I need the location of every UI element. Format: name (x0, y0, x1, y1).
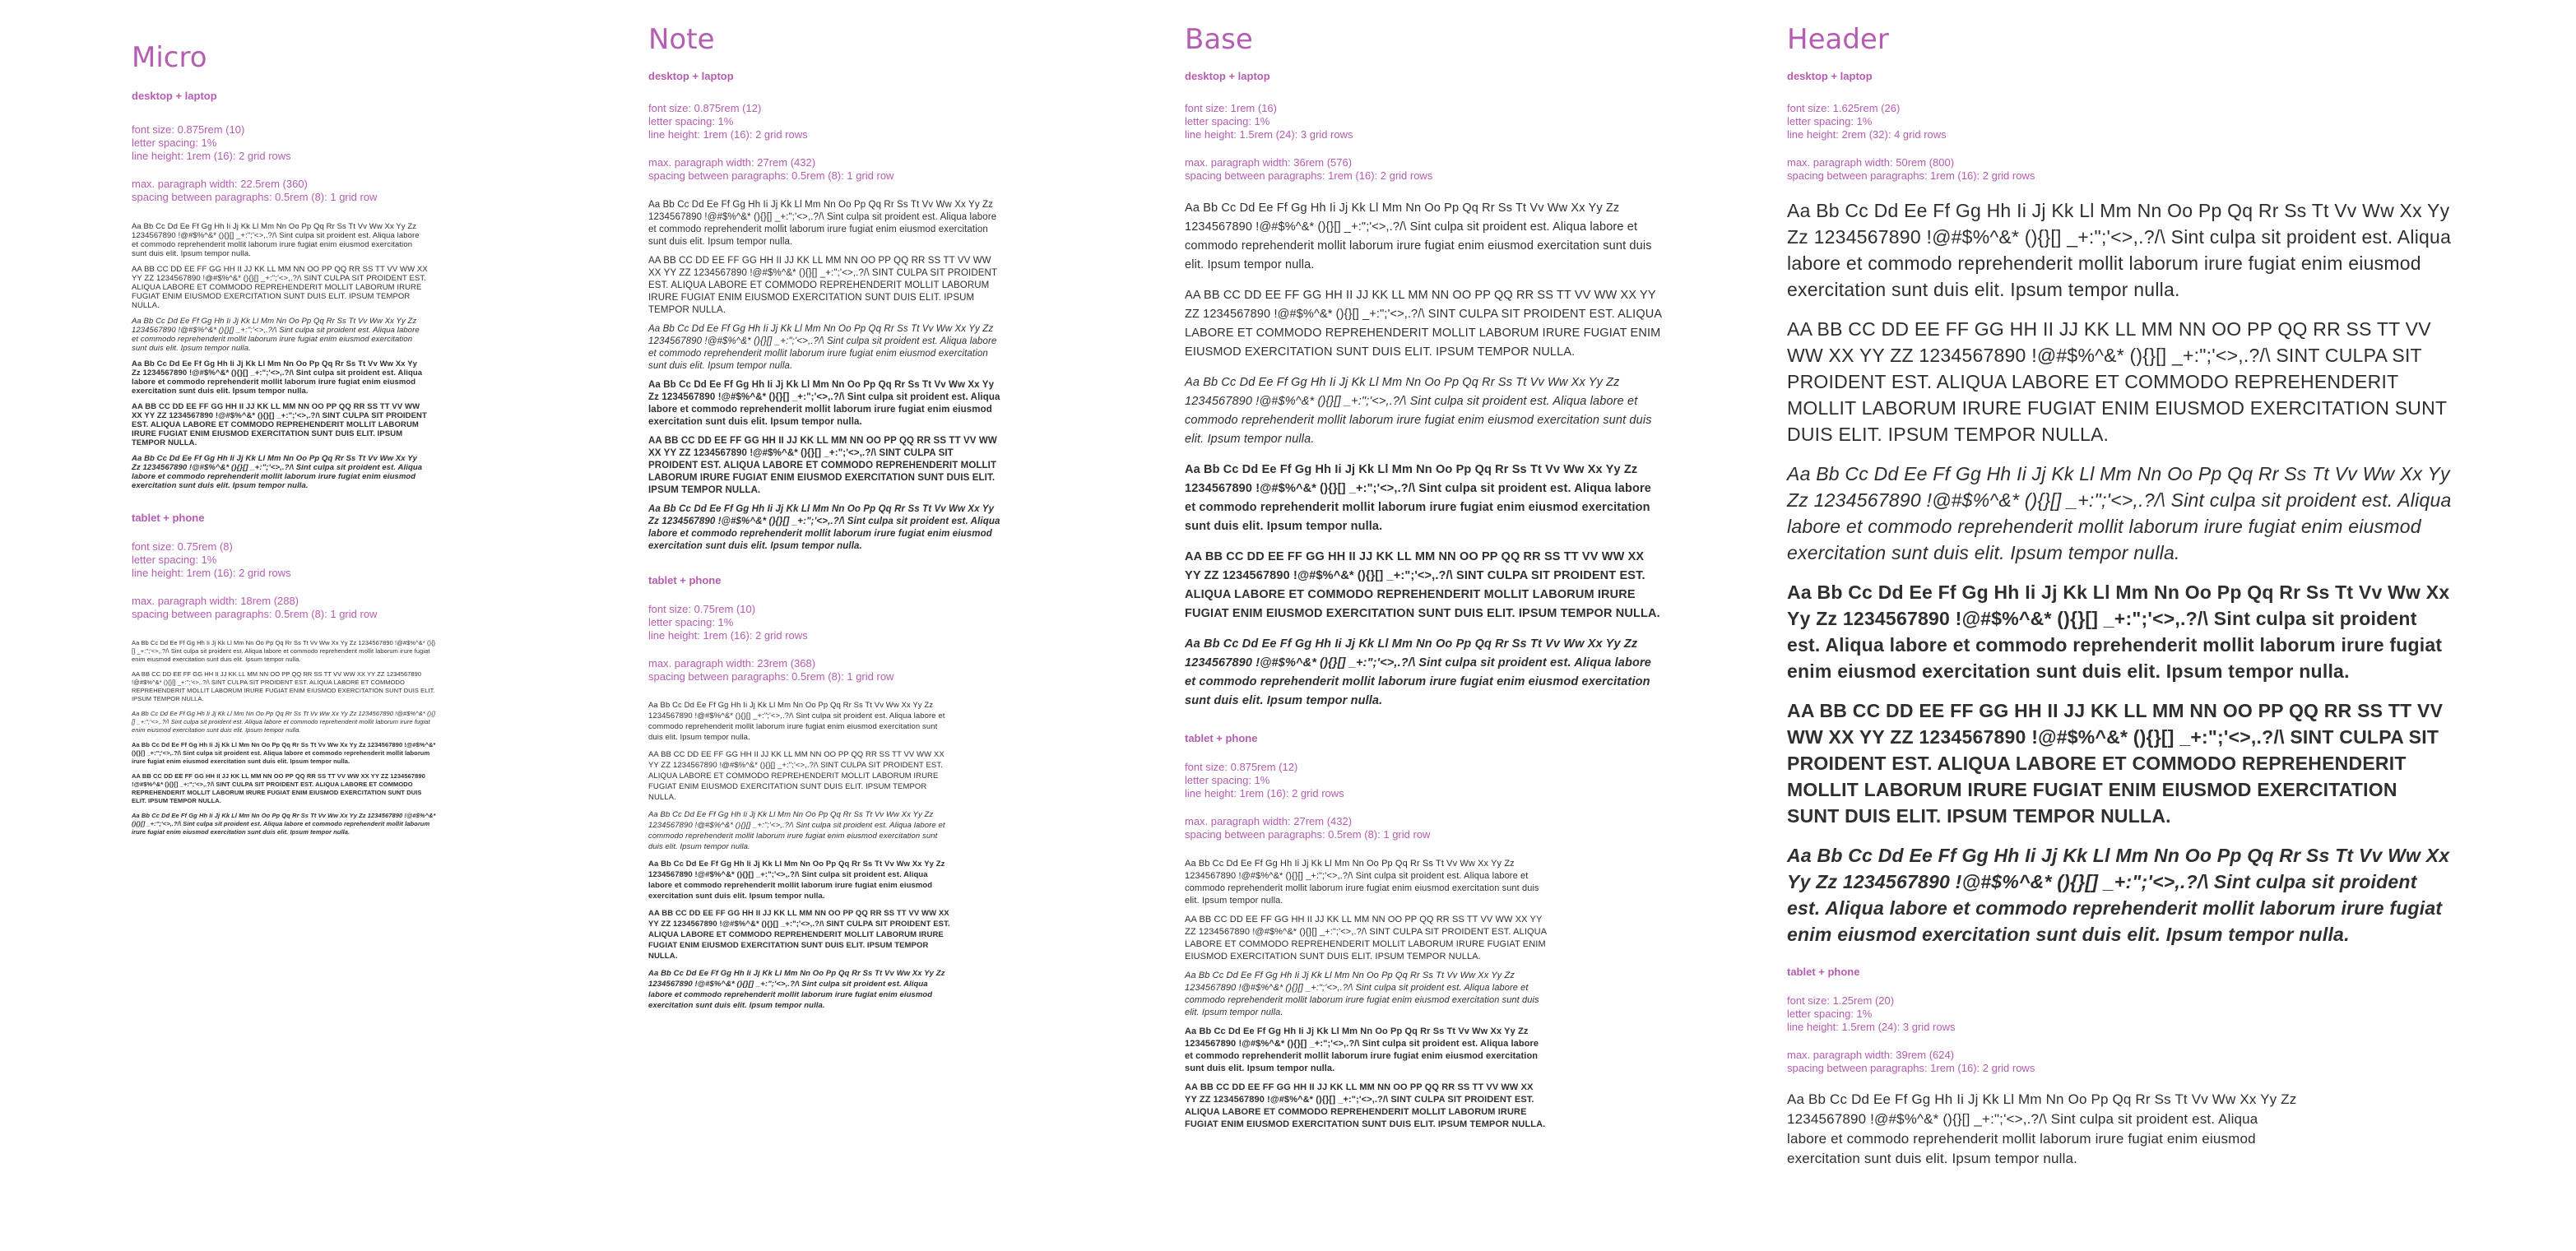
spacing-spec: spacing between paragraphs: 0.5rem (8): 1 grid row (648, 169, 894, 183)
max-width-spec: max. paragraph width: 39rem (624) (1787, 1049, 1955, 1062)
line-height-spec: line height: 1.5rem (24): 3 grid rows (1787, 1021, 1956, 1034)
mobile-spec (1185, 732, 1662, 1131)
sample-paragraphs (648, 700, 953, 1011)
sample-bold: Aa Bb Cc Dd Ee Ff Gg Hh Ii Jj Kk Ll Mm Nn Oo Pp Qq Rr Ss Tt Vv Ww Xx Yy Zz 1234567890 !@#$%^&* (){}[] _+:";'<>,.?/\ Sint culpa sit proident est. Aliqua labore et commodo reprehenderit mollit laborum irure fugiat enim eiusmod exercitation sunt duis elit. Ipsum tempor nulla. (132, 359, 423, 396)
section-label: tablet + phone (1787, 966, 1860, 979)
sample-bold-uppercase: AA BB CC DD EE FF GG HH II JJ KK LL MM NN OO PP QQ RR SS TT VV WW XX YY ZZ 1234567890 !@#$%^&* (){}[] _+:";'<>,.?/\ SINT CULPA SIT PROIDENT EST. ALIQUA LABORE ET COMMODO REPREHENDERIT MOLLIT LABORUM IRURE FUGIAT ENIM EIUSMOD EXERCITATION SUNT DUIS ELIT. IPSUM TEMPOR NULLA. (648, 909, 950, 961)
section-label: tablet + phone (132, 512, 205, 525)
spacing-spec: spacing between paragraphs: 1rem (16): 2 grid rows (1787, 1062, 2035, 1075)
letter-spacing-spec: letter spacing: 1% (1787, 115, 1873, 128)
sample-bold: Aa Bb Cc Dd Ee Ff Gg Hh Ii Jj Kk Ll Mm Nn Oo Pp Qq Rr Ss Tt Vv Ww Xx Yy Zz 1234567890 !@#$%^&* (){}[] _+:";'<>,.?/\ Sint culpa sit proident est. Aliqua labore et commodo reprehenderit mollit laborum irure fugiat enim eiusmod exercitation sunt duis elit. Ipsum tempor nulla. (648, 380, 1000, 428)
max-width-spec: max. paragraph width: 23rem (368) (648, 657, 816, 670)
desktop-spec (648, 70, 1010, 553)
sample-regular: Aa Bb Cc Dd Ee Ff Gg Hh Ii Jj Kk Ll Mm Nn Oo Pp Qq Rr Ss Tt Vv Ww Xx Yy Zz 1234567890 !@#$%^&* (){}[] _+:";'<>,.?/\ Sint culpa sit proident est. Aliqua labore et commodo reprehenderit mollit laborum irure fugiat enim eiusmod exercitation sunt duis elit. Ipsum tempor nulla. (132, 222, 420, 259)
sample-bold-italic: Aa Bb Cc Dd Ee Ff Gg Hh Ii Jj Kk Ll Mm Nn Oo Pp Qq Rr Ss Tt Vv Ww Xx Yy Zz 1234567890 !@#$%^&* (){}[] _+:";'<>,.?/\ Sint culpa sit proident est. Aliqua labore et commodo reprehenderit mollit laborum irure fugiat enim eiusmod exercitation sunt duis elit. Ipsum tempor nulla. (132, 812, 436, 836)
font-size-spec: font size: 1rem (16) (1185, 102, 1277, 115)
sample-italic: Aa Bb Cc Dd Ee Ff Gg Hh Ii Jj Kk Ll Mm Nn Oo Pp Qq Rr Ss Tt Vv Ww Xx Yy Zz 1234567890 !@#$%^&* (){}[] _+:";'<>,.?/\ Sint culpa sit proident est. Aliqua labore et commodo reprehenderit mollit laborum irure fugiat enim eiusmod exercitation sunt duis elit. Ipsum tempor nulla. (648, 810, 945, 852)
sample-paragraphs (1185, 858, 1547, 1131)
sample-bold-italic: Aa Bb Cc Dd Ee Ff Gg Hh Ii Jj Kk Ll Mm Nn Oo Pp Qq Rr Ss Tt Vv Ww Xx Yy Zz 1234567890 !@#$%^&* (){}[] _+:";'<>,.?/\ Sint culpa sit proident est. Aliqua labore et commodo reprehenderit mollit laborum irure fugiat enim eiusmod exercitation sunt duis elit. Ipsum tempor nulla. (132, 454, 423, 491)
column-title: Note (648, 23, 715, 56)
sample-bold-uppercase: AA BB CC DD EE FF GG HH II JJ KK LL MM NN OO PP QQ RR SS TT VV WW XX YY ZZ 1234567890 !@#$%^&* (){}[] _+:";'<>,.?/\ SINT CULPA SIT PROIDENT EST. ALIQUA LABORE ET COMMODO REPREHENDERIT MOLLIT LABORUM IRURE FUGIAT ENIM EIUSMOD EXERCITATION SUNT DUIS ELIT. IPSUM TEMPOR NULLA. (132, 402, 427, 448)
letter-spacing-spec: letter spacing: 1% (132, 137, 217, 150)
line-height-spec: line height: 1rem (16): 2 grid rows (648, 629, 808, 642)
sample-bold-uppercase: AA BB CC DD EE FF GG HH II JJ KK LL MM NN OO PP QQ RR SS TT VV WW XX YY ZZ 1234567890 !@#$%^&* (){}[] _+:";'<>,.?/\ SINT CULPA SIT PROIDENT EST. ALIQUA LABORE ET COMMODO REPREHENDERIT MOLLIT LABORUM IRURE FUGIAT ENIM EIUSMOD EXERCITATION SUNT DUIS ELIT. IPSUM TEMPOR NULLA. (1787, 700, 2444, 827)
sample-bold: Aa Bb Cc Dd Ee Ff Gg Hh Ii Jj Kk Ll Mm Nn Oo Pp Qq Rr Ss Tt Vv Ww Xx Yy Zz 1234567890 !@#$%^&* (){}[] _+:";'<>,.?/\ Sint culpa sit proident est. Aliqua labore et commodo reprehenderit mollit laborum irure fugiat enim eiusmod exercitation sunt duis elit. Ipsum tempor nulla. (648, 859, 945, 901)
max-width-spec: max. paragraph width: 18rem (288) (132, 595, 299, 608)
section-label: desktop + laptop (132, 90, 217, 103)
sample-bold-italic: Aa Bb Cc Dd Ee Ff Gg Hh Ii Jj Kk Ll Mm Nn Oo Pp Qq Rr Ss Tt Vv Ww Xx Yy Zz 1234567890 !@#$%^&* (){}[] _+:";'<>,.?/\ Sint culpa sit proident est. Aliqua labore et commodo reprehenderit mollit laborum irure fugiat enim eiusmod exercitation sunt duis elit. Ipsum tempor nulla. (1185, 637, 1651, 708)
sample-italic: Aa Bb Cc Dd Ee Ff Gg Hh Ii Jj Kk Ll Mm Nn Oo Pp Qq Rr Ss Tt Vv Ww Xx Yy Zz 1234567890 !@#$%^&* (){}[] _+:";'<>,.?/\ Sint culpa sit proident est. Aliqua labore et commodo reprehenderit mollit laborum irure fugiat enim eiusmod exercitation sunt duis elit. Ipsum tempor nulla. (1787, 463, 2452, 564)
sample-bold: Aa Bb Cc Dd Ee Ff Gg Hh Ii Jj Kk Ll Mm Nn Oo Pp Qq Rr Ss Tt Vv Ww Xx Yy Zz 1234567890 !@#$%^&* (){}[] _+:";'<>,.?/\ Sint culpa sit proident est. Aliqua labore et commodo reprehenderit mollit laborum irure fugiat enim eiusmod exercitation sunt duis elit. Ipsum tempor nulla. (1787, 581, 2450, 683)
line-height-spec: line height: 2rem (32): 4 grid rows (1787, 128, 1947, 141)
sample-bold: Aa Bb Cc Dd Ee Ff Gg Hh Ii Jj Kk Ll Mm Nn Oo Pp Qq Rr Ss Tt Vv Ww Xx Yy Zz 1234567890 !@#$%^&* (){}[] _+:";'<>,.?/\ Sint culpa sit proident est. Aliqua labore et commodo reprehenderit mollit laborum irure fugiat enim eiusmod exercitation sunt duis elit. Ipsum tempor nulla. (1185, 463, 1651, 534)
spacing-spec: spacing between paragraphs: 1rem (16): 2 grid rows (1185, 169, 1433, 183)
desktop-spec (1787, 70, 2453, 948)
max-width-spec: max. paragraph width: 50rem (800) (1787, 156, 1955, 169)
mobile-spec (1787, 966, 2453, 1169)
sample-regular: Aa Bb Cc Dd Ee Ff Gg Hh Ii Jj Kk Ll Mm Nn Oo Pp Qq Rr Ss Tt Vv Ww Xx Yy Zz 1234567890 !@#$%^&* (){}[] _+:";'<>,.?/\ Sint culpa sit proident est. Aliqua labore et commodo reprehenderit mollit laborum irure fugiat enim eiusmod exercitation sunt duis elit. Ipsum tempor nulla. (1787, 200, 2452, 301)
spec-meta (648, 102, 1010, 183)
section-label: desktop + laptop (1185, 70, 1270, 83)
font-size-spec: font size: 0.875rem (12) (648, 102, 762, 115)
max-width-spec: max. paragraph width: 22.5rem (360) (132, 178, 308, 191)
line-height-spec: line height: 1rem (16): 2 grid rows (648, 128, 808, 141)
sample-regular: Aa Bb Cc Dd Ee Ff Gg Hh Ii Jj Kk Ll Mm Nn Oo Pp Qq Rr Ss Tt Vv Ww Xx Yy Zz 1234567890 !@#$%^&* (){}[] _+:";'<>,.?/\ Sint culpa sit proident est. Aliqua labore et commodo reprehenderit mollit laborum irure fugiat enim eiusmod exercitation sunt duis elit. Ipsum tempor nulla. (648, 701, 945, 743)
letter-spacing-spec: letter spacing: 1% (648, 616, 734, 629)
column-base (1185, 25, 1662, 1131)
sample-uppercase: AA BB CC DD EE FF GG HH II JJ KK LL MM NN OO PP QQ RR SS TT VV WW XX YY ZZ 1234567890 !@#$%^&* (){}[] _+:";'<>,.?/\ SINT CULPA SIT PROIDENT EST. ALIQUA LABORE ET COMMODO REPREHENDERIT MOLLIT LABORUM IRURE FUGIAT ENIM EIUSMOD EXERCITATION SUNT DUIS ELIT. IPSUM TEMPOR NULLA. (1185, 915, 1547, 962)
column-title: Micro (132, 41, 207, 74)
sample-uppercase: AA BB CC DD EE FF GG HH II JJ KK LL MM NN OO PP QQ RR SS TT VV WW XX YY ZZ 1234567890 !@#$%^&* (){}[] _+:";'<>,.?/\ SINT CULPA SIT PROIDENT EST. ALIQUA LABORE ET COMMODO REPREHENDERIT MOLLIT LABORUM IRURE FUGIAT ENIM EIUSMOD EXERCITATION SUNT DUIS ELIT. IPSUM TEMPOR NULLA. (1787, 318, 2447, 446)
max-width-spec: max. paragraph width: 36rem (576) (1185, 156, 1353, 169)
column-header (1787, 25, 2453, 1169)
spacing-spec: spacing between paragraphs: 0.5rem (8): 1 grid row (132, 191, 378, 204)
section-label: tablet + phone (1185, 732, 1258, 745)
sample-regular: Aa Bb Cc Dd Ee Ff Gg Hh Ii Jj Kk Ll Mm Nn Oo Pp Qq Rr Ss Tt Vv Ww Xx Yy Zz 1234567890 !@#$%^&* (){}[] _+:";'<>,.?/\ Sint culpa sit proident est. Aliqua labore et commodo reprehenderit mollit laborum irure fugiat enim eiusmod exercitation sunt duis elit. Ipsum tempor nulla. (132, 639, 436, 664)
sample-bold-italic: Aa Bb Cc Dd Ee Ff Gg Hh Ii Jj Kk Ll Mm Nn Oo Pp Qq Rr Ss Tt Vv Ww Xx Yy Zz 1234567890 !@#$%^&* (){}[] _+:";'<>,.?/\ Sint culpa sit proident est. Aliqua labore et commodo reprehenderit mollit laborum irure fugiat enim eiusmod exercitation sunt duis elit. Ipsum tempor nulla. (648, 969, 945, 1011)
column-note (648, 25, 1010, 1011)
sample-bold-uppercase: AA BB CC DD EE FF GG HH II JJ KK LL MM NN OO PP QQ RR SS TT VV WW XX YY ZZ 1234567890 !@#$%^&* (){}[] _+:";'<>,.?/\ SINT CULPA SIT PROIDENT EST. ALIQUA LABORE ET COMMODO REPREHENDERIT MOLLIT LABORUM IRURE FUGIAT ENIM EIUSMOD EXERCITATION SUNT DUIS ELIT. IPSUM TEMPOR NULLA. (648, 436, 997, 496)
letter-spacing-spec: letter spacing: 1% (1185, 774, 1270, 787)
spec-meta (1787, 102, 2453, 183)
line-height-spec: line height: 1rem (16): 2 grid rows (1185, 787, 1344, 800)
sample-uppercase: AA BB CC DD EE FF GG HH II JJ KK LL MM NN OO PP QQ RR SS TT VV WW XX YY ZZ 1234567890 !@#$%^&* (){}[] _+:";'<>,.?/\ SINT CULPA SIT PROIDENT EST. ALIQUA LABORE ET COMMODO REPREHENDERIT MOLLIT LABORUM IRURE FUGIAT ENIM EIUSMOD EXERCITATION SUNT DUIS ELIT. IPSUM TEMPOR NULLA. (1185, 289, 1662, 359)
sample-uppercase: AA BB CC DD EE FF GG HH II JJ KK LL MM NN OO PP QQ RR SS TT VV WW XX YY ZZ 1234567890 !@#$%^&* (){}[] _+:";'<>,.?/\ SINT CULPA SIT PROIDENT EST. ALIQUA LABORE ET COMMODO REPREHENDERIT MOLLIT LABORUM IRURE FUGIAT ENIM EIUSMOD EXERCITATION SUNT DUIS ELIT. IPSUM TEMPOR NULLA. (132, 670, 435, 703)
sample-bold: Aa Bb Cc Dd Ee Ff Gg Hh Ii Jj Kk Ll Mm Nn Oo Pp Qq Rr Ss Tt Vv Ww Xx Yy Zz 1234567890 !@#$%^&* (){}[] _+:";'<>,.?/\ Sint culpa sit proident est. Aliqua labore et commodo reprehenderit mollit laborum irure fugiat enim eiusmod exercitation sunt duis elit. Ipsum tempor nulla. (1185, 1026, 1539, 1074)
column-title: Base (1185, 23, 1253, 56)
sample-paragraphs (1787, 197, 2453, 948)
sample-bold-uppercase: AA BB CC DD EE FF GG HH II JJ KK LL MM NN OO PP QQ RR SS TT VV WW XX YY ZZ 1234567890 !@#$%^&* (){}[] _+:";'<>,.?/\ SINT CULPA SIT PROIDENT EST. ALIQUA LABORE ET COMMODO REPREHENDERIT MOLLIT LABORUM IRURE FUGIAT ENIM EIUSMOD EXERCITATION SUNT DUIS ELIT. IPSUM TEMPOR NULLA. (1185, 1082, 1546, 1130)
sample-regular: Aa Bb Cc Dd Ee Ff Gg Hh Ii Jj Kk Ll Mm Nn Oo Pp Qq Rr Ss Tt Vv Ww Xx Yy Zz 1234567890 !@#$%^&* (){}[] _+:";'<>,.?/\ Sint culpa sit proident est. Aliqua labore et commodo reprehenderit mollit laborum irure fugiat enim eiusmod exercitation sunt duis elit. Ipsum tempor nulla. (1185, 202, 1652, 272)
font-size-spec: font size: 1.625rem (26) (1787, 102, 1901, 115)
section-label: tablet + phone (648, 574, 722, 587)
sample-italic: Aa Bb Cc Dd Ee Ff Gg Hh Ii Jj Kk Ll Mm Nn Oo Pp Qq Rr Ss Tt Vv Ww Xx Yy Zz 1234567890 !@#$%^&* (){}[] _+:";'<>,.?/\ Sint culpa sit proident est. Aliqua labore et commodo reprehenderit mollit laborum irure fugiat enim eiusmod exercitation sunt duis elit. Ipsum tempor nulla. (1185, 971, 1539, 1018)
sample-bold: Aa Bb Cc Dd Ee Ff Gg Hh Ii Jj Kk Ll Mm Nn Oo Pp Qq Rr Ss Tt Vv Ww Xx Yy Zz 1234567890 !@#$%^&* (){}[] _+:";'<>,.?/\ Sint culpa sit proident est. Aliqua labore et commodo reprehenderit mollit laborum irure fugiat enim eiusmod exercitation sunt duis elit. Ipsum tempor nulla. (132, 741, 436, 766)
mobile-spec (132, 512, 436, 836)
spec-meta (132, 123, 436, 204)
sample-regular: Aa Bb Cc Dd Ee Ff Gg Hh Ii Jj Kk Ll Mm Nn Oo Pp Qq Rr Ss Tt Vv Ww Xx Yy Zz 1234567890 !@#$%^&* (){}[] _+:";'<>,.?/\ Sint culpa sit proident est. Aliqua labore et commodo reprehenderit mollit laborum irure fugiat enim eiusmod exercitation sunt duis elit. Ipsum tempor nulla. (1787, 1091, 2297, 1167)
font-size-spec: font size: 1.25rem (20) (1787, 994, 1895, 1008)
spacing-spec: spacing between paragraphs: 0.5rem (8): 1 grid row (1185, 828, 1431, 841)
font-size-spec: font size: 0.875rem (12) (1185, 761, 1298, 774)
letter-spacing-spec: letter spacing: 1% (648, 115, 734, 128)
font-size-spec: font size: 0.75rem (8) (132, 540, 233, 554)
sample-bold-uppercase: AA BB CC DD EE FF GG HH II JJ KK LL MM NN OO PP QQ RR SS TT VV WW XX YY ZZ 1234567890 !@#$%^&* (){}[] _+:";'<>,.?/\ SINT CULPA SIT PROIDENT EST. ALIQUA LABORE ET COMMODO REPREHENDERIT MOLLIT LABORUM IRURE FUGIAT ENIM EIUSMOD EXERCITATION SUNT DUIS ELIT. IPSUM TEMPOR NULLA. (132, 772, 425, 805)
sample-italic: Aa Bb Cc Dd Ee Ff Gg Hh Ii Jj Kk Ll Mm Nn Oo Pp Qq Rr Ss Tt Vv Ww Xx Yy Zz 1234567890 !@#$%^&* (){}[] _+:";'<>,.?/\ Sint culpa sit proident est. Aliqua labore et commodo reprehenderit mollit laborum irure fugiat enim eiusmod exercitation sunt duis elit. Ipsum tempor nulla. (132, 317, 420, 354)
spacing-spec: spacing between paragraphs: 1rem (16): 2 grid rows (1787, 169, 2035, 183)
font-size-spec: font size: 0.75rem (10) (648, 603, 756, 616)
sample-italic: Aa Bb Cc Dd Ee Ff Gg Hh Ii Jj Kk Ll Mm Nn Oo Pp Qq Rr Ss Tt Vv Ww Xx Yy Zz 1234567890 !@#$%^&* (){}[] _+:";'<>,.?/\ Sint culpa sit proident est. Aliqua labore et commodo reprehenderit mollit laborum irure fugiat enim eiusmod exercitation sunt duis elit. Ipsum tempor nulla. (648, 324, 997, 372)
sample-paragraphs (1787, 1090, 2300, 1169)
section-label: desktop + laptop (1787, 70, 1873, 83)
desktop-spec (132, 90, 436, 490)
sample-bold-italic: Aa Bb Cc Dd Ee Ff Gg Hh Ii Jj Kk Ll Mm Nn Oo Pp Qq Rr Ss Tt Vv Ww Xx Yy Zz 1234567890 !@#$%^&* (){}[] _+:";'<>,.?/\ Sint culpa sit proident est. Aliqua labore et commodo reprehenderit mollit laborum irure fugiat enim eiusmod exercitation sunt duis elit. Ipsum tempor nulla. (1787, 845, 2450, 946)
letter-spacing-spec: letter spacing: 1% (1185, 115, 1270, 128)
font-size-spec: font size: 0.875rem (10) (132, 123, 245, 137)
sample-paragraphs (648, 199, 1002, 553)
column-title: Header (1787, 23, 1889, 56)
sample-regular: Aa Bb Cc Dd Ee Ff Gg Hh Ii Jj Kk Ll Mm Nn Oo Pp Qq Rr Ss Tt Vv Ww Xx Yy Zz 1234567890 !@#$%^&* (){}[] _+:";'<>,.?/\ Sint culpa sit proident est. Aliqua labore et commodo reprehenderit mollit laborum irure fugiat enim eiusmod exercitation sunt duis elit. Ipsum tempor nulla. (648, 200, 997, 248)
sample-italic: Aa Bb Cc Dd Ee Ff Gg Hh Ii Jj Kk Ll Mm Nn Oo Pp Qq Rr Ss Tt Vv Ww Xx Yy Zz 1234567890 !@#$%^&* (){}[] _+:";'<>,.?/\ Sint culpa sit proident est. Aliqua labore et commodo reprehenderit mollit laborum irure fugiat enim eiusmod exercitation sunt duis elit. Ipsum tempor nulla. (1185, 376, 1652, 447)
mobile-spec (648, 574, 1010, 1011)
letter-spacing-spec: letter spacing: 1% (1787, 1008, 1873, 1021)
sample-regular: Aa Bb Cc Dd Ee Ff Gg Hh Ii Jj Kk Ll Mm Nn Oo Pp Qq Rr Ss Tt Vv Ww Xx Yy Zz 1234567890 !@#$%^&* (){}[] _+:";'<>,.?/\ Sint culpa sit proident est. Aliqua labore et commodo reprehenderit mollit laborum irure fugiat enim eiusmod exercitation sunt duis elit. Ipsum tempor nulla. (1185, 859, 1539, 906)
sample-paragraphs (1185, 199, 1662, 711)
spacing-spec: spacing between paragraphs: 0.5rem (8): 1 grid row (648, 670, 894, 683)
sample-paragraphs (132, 639, 436, 836)
line-height-spec: line height: 1.5rem (24): 3 grid rows (1185, 128, 1353, 141)
sample-uppercase: AA BB CC DD EE FF GG HH II JJ KK LL MM NN OO PP QQ RR SS TT VV WW XX YY ZZ 1234567890 !@#$%^&* (){}[] _+:";'<>,.?/\ SINT CULPA SIT PROIDENT EST. ALIQUA LABORE ET COMMODO REPREHENDERIT MOLLIT LABORUM IRURE FUGIAT ENIM EIUSMOD EXERCITATION SUNT DUIS ELIT. IPSUM TEMPOR NULLA. (648, 750, 945, 803)
column-micro (132, 43, 436, 836)
sample-uppercase: AA BB CC DD EE FF GG HH II JJ KK LL MM NN OO PP QQ RR SS TT VV WW XX YY ZZ 1234567890 !@#$%^&* (){}[] _+:";'<>,.?/\ SINT CULPA SIT PROIDENT EST. ALIQUA LABORE ET COMMODO REPREHENDERIT MOLLIT LABORUM IRURE FUGIAT ENIM EIUSMOD EXERCITATION SUNT DUIS ELIT. IPSUM TEMPOR NULLA. (648, 256, 997, 316)
sample-uppercase: AA BB CC DD EE FF GG HH II JJ KK LL MM NN OO PP QQ RR SS TT VV WW XX YY ZZ 1234567890 !@#$%^&* (){}[] _+:";'<>,.?/\ SINT CULPA SIT PROIDENT EST. ALIQUA LABORE ET COMMODO REPREHENDERIT MOLLIT LABORUM IRURE FUGIAT ENIM EIUSMOD EXERCITATION SUNT DUIS ELIT. IPSUM TEMPOR NULLA. (132, 265, 428, 311)
line-height-spec: line height: 1rem (16): 2 grid rows (132, 150, 291, 163)
line-height-spec: line height: 1rem (16): 2 grid rows (132, 567, 291, 580)
spacing-spec: spacing between paragraphs: 0.5rem (8): 1 grid row (132, 608, 378, 621)
sample-bold-italic: Aa Bb Cc Dd Ee Ff Gg Hh Ii Jj Kk Ll Mm Nn Oo Pp Qq Rr Ss Tt Vv Ww Xx Yy Zz 1234567890 !@#$%^&* (){}[] _+:";'<>,.?/\ Sint culpa sit proident est. Aliqua labore et commodo reprehenderit mollit laborum irure fugiat enim eiusmod exercitation sunt duis elit. Ipsum tempor nulla. (648, 504, 1000, 552)
max-width-spec: max. paragraph width: 27rem (432) (648, 156, 816, 169)
sample-paragraphs (132, 222, 428, 490)
spec-meta (648, 603, 1010, 683)
sample-bold-uppercase: AA BB CC DD EE FF GG HH II JJ KK LL MM NN OO PP QQ RR SS TT VV WW XX YY ZZ 1234567890 !@#$%^&* (){}[] _+:";'<>,.?/\ SINT CULPA SIT PROIDENT EST. ALIQUA LABORE ET COMMODO REPREHENDERIT MOLLIT LABORUM IRURE FUGIAT ENIM EIUSMOD EXERCITATION SUNT DUIS ELIT. IPSUM TEMPOR NULLA. (1185, 550, 1660, 621)
spec-meta (1787, 994, 2453, 1075)
spec-meta (132, 540, 436, 621)
letter-spacing-spec: letter spacing: 1% (132, 554, 217, 567)
spec-meta (1185, 761, 1662, 841)
sample-italic: Aa Bb Cc Dd Ee Ff Gg Hh Ii Jj Kk Ll Mm Nn Oo Pp Qq Rr Ss Tt Vv Ww Xx Yy Zz 1234567890 !@#$%^&* (){}[] _+:";'<>,.?/\ Sint culpa sit proident est. Aliqua labore et commodo reprehenderit mollit laborum irure fugiat enim eiusmod exercitation sunt duis elit. Ipsum tempor nulla. (132, 710, 436, 734)
spec-meta (1185, 102, 1662, 183)
section-label: desktop + laptop (648, 70, 734, 83)
desktop-spec (1185, 70, 1662, 711)
max-width-spec: max. paragraph width: 27rem (432) (1185, 815, 1353, 828)
